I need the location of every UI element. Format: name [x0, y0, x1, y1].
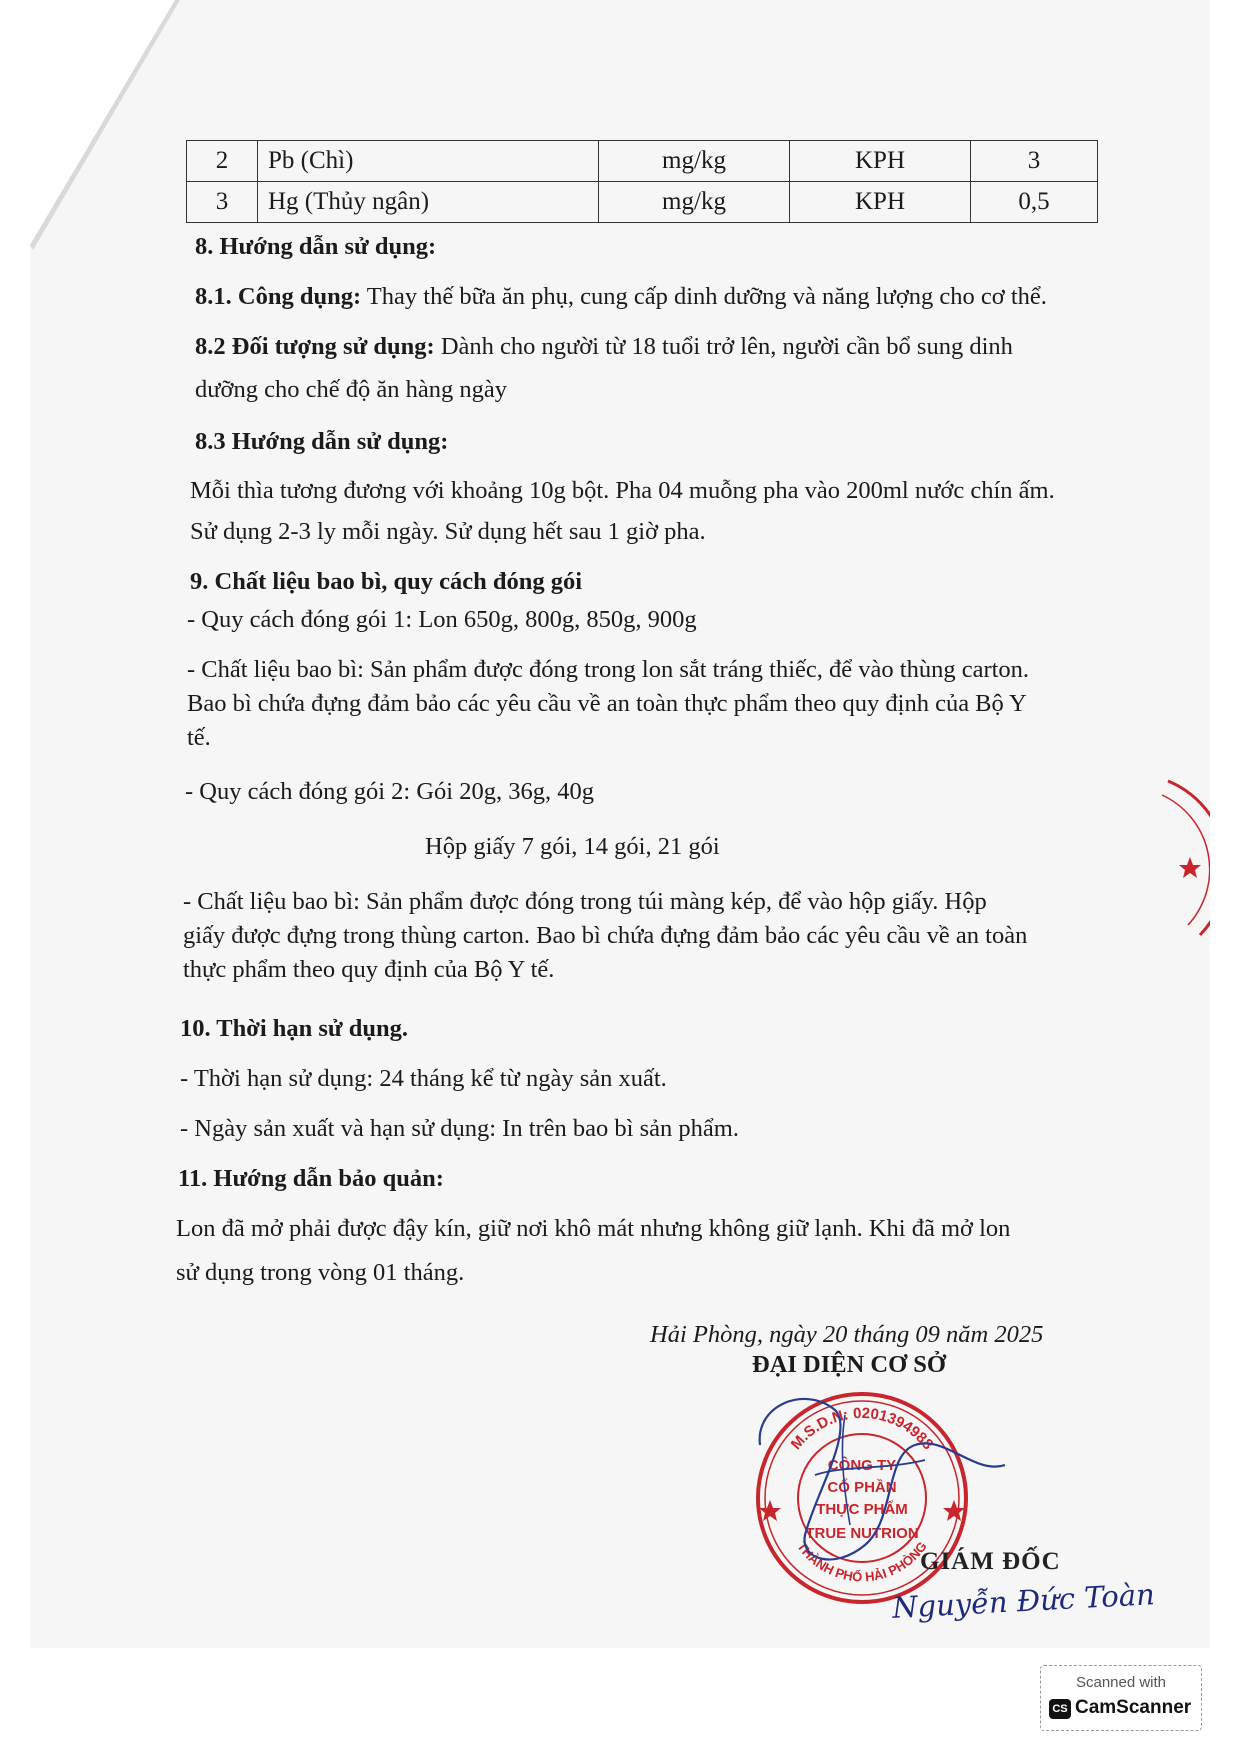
- row-limit: 0,5: [971, 182, 1098, 223]
- sec9-mat2-line1: - Chất liệu bao bì: Sản phẩm được đóng trong túi màng kép, để vào hộp giấy. Hộp: [183, 888, 987, 915]
- sec9-pack2-box: Hộp giấy 7 gói, 14 gói, 21 gói: [425, 833, 720, 860]
- director-title: GIÁM ĐỐC: [920, 1548, 1061, 1575]
- sec8-1: [195, 280, 1047, 314]
- heavy-metal-table: [186, 140, 1098, 223]
- stamp-city: THÀNH PHỐ HẢI PHÒNG: [794, 1538, 930, 1585]
- sec9-mat2-line3: thực phẩm theo quy định của Bộ Y tế.: [183, 956, 555, 983]
- row-result: KPH: [790, 141, 971, 182]
- sec11-line1: Lon đã mở phải được đậy kín, giữ nơi khô mát nhưng không giữ lạnh. Khi đã mở lon: [176, 1215, 1011, 1242]
- sec9-pack2: - Quy cách đóng gói 2: Gói 20g, 36g, 40g: [185, 778, 594, 805]
- table-row: [187, 141, 1098, 182]
- sec9-heading: 9. Chất liệu bao bì, quy cách đóng gói: [190, 568, 583, 595]
- row-no: 3: [187, 182, 258, 223]
- page-fold-shadow: [30, 0, 180, 250]
- sec8-2-label: 8.2 Đối tượng sử dụng:: [195, 333, 435, 360]
- sec8-3-line1: Mỗi thìa tương đương với khoảng 10g bột. Pha 04 muỗng pha vào 200ml nước chín ấm.: [190, 477, 1055, 504]
- sec8-2-line2: dưỡng cho chế độ ăn hàng ngày: [195, 376, 507, 403]
- sec11-heading: 11. Hướng dẫn bảo quản:: [178, 1165, 444, 1192]
- sec8-1-label: 8.1. Công dụng:: [195, 283, 362, 310]
- row-name: Pb (Chì): [258, 141, 599, 182]
- sec8-3-line2: Sử dụng 2-3 ly mỗi ngày. Sử dụng hết sau 1 giờ pha.: [190, 518, 706, 545]
- sec10-line2: - Ngày sản xuất và hạn sử dụng: In trên bao bì sản phẩm.: [180, 1115, 739, 1142]
- sec8-2: [195, 330, 1013, 364]
- camscanner-logo-icon: CS: [1049, 1699, 1071, 1719]
- row-result: KPH: [790, 182, 971, 223]
- camscanner-top-text: Scanned with: [1075, 1674, 1167, 1691]
- camscanner-badge: [1040, 1665, 1202, 1731]
- table-row: [187, 182, 1098, 223]
- camscanner-name: CamScanner: [1075, 1697, 1192, 1718]
- sec9-mat1-line3: tế.: [187, 724, 211, 751]
- sec8-1-text: Thay thế bữa ăn phụ, cung cấp dinh dưỡng và năng lượng cho cơ thể.: [361, 283, 1047, 310]
- sec9-pack1: - Quy cách đóng gói 1: Lon 650g, 800g, 850g, 900g: [187, 606, 697, 633]
- row-unit: mg/kg: [599, 141, 790, 182]
- sec11-line2: sử dụng trong vòng 01 tháng.: [176, 1259, 465, 1286]
- sec8-2-text: Dành cho người từ 18 tuổi trở lên, người cần bổ sung dinh: [434, 333, 1013, 360]
- stamp-line2: CỔ PHẦN: [827, 1479, 897, 1496]
- representative-label: ĐẠI DIỆN CƠ SỞ: [752, 1351, 946, 1378]
- row-name: Hg (Thủy ngân): [258, 182, 599, 223]
- row-no: 2: [187, 141, 258, 182]
- place-date: Hải Phòng, ngày 20 tháng 09 năm 2025: [650, 1321, 1044, 1348]
- sec9-mat1-line2: Bao bì chứa đựng đảm bảo các yêu cầu về an toàn thực phẩm theo quy định của Bộ Y: [187, 690, 1027, 717]
- sec8-3-heading: 8.3 Hướng dẫn sử dụng:: [195, 428, 449, 455]
- sec9-mat2-line2: giấy được đựng trong thùng carton. Bao bì chứa đựng đảm bảo các yêu cầu về an toàn: [183, 922, 1028, 949]
- stamp-tax-code: M.S.D.N: 0201394988: [787, 1404, 937, 1453]
- sec10-heading: 10. Thời hạn sử dụng.: [180, 1015, 409, 1042]
- row-limit: 3: [971, 141, 1098, 182]
- sec8-heading: 8. Hướng dẫn sử dụng:: [195, 233, 437, 260]
- stamp-line3: THỰC PHẨM: [816, 1501, 908, 1518]
- director-name: Nguyễn Đức Toàn: [891, 1577, 1156, 1625]
- stamp-line1: CÔNG TY: [827, 1457, 897, 1474]
- sec9-mat1-line1: - Chất liệu bao bì: Sản phẩm được đóng trong lon sắt tráng thiếc, để vào thùng carton.: [187, 656, 1030, 683]
- side-stamp-fragment: [1160, 775, 1210, 945]
- sec10-line1: - Thời hạn sử dụng: 24 tháng kể từ ngày sản xuất.: [180, 1065, 667, 1092]
- stamp-line4: TRUE NUTRION: [805, 1525, 919, 1542]
- row-unit: mg/kg: [599, 182, 790, 223]
